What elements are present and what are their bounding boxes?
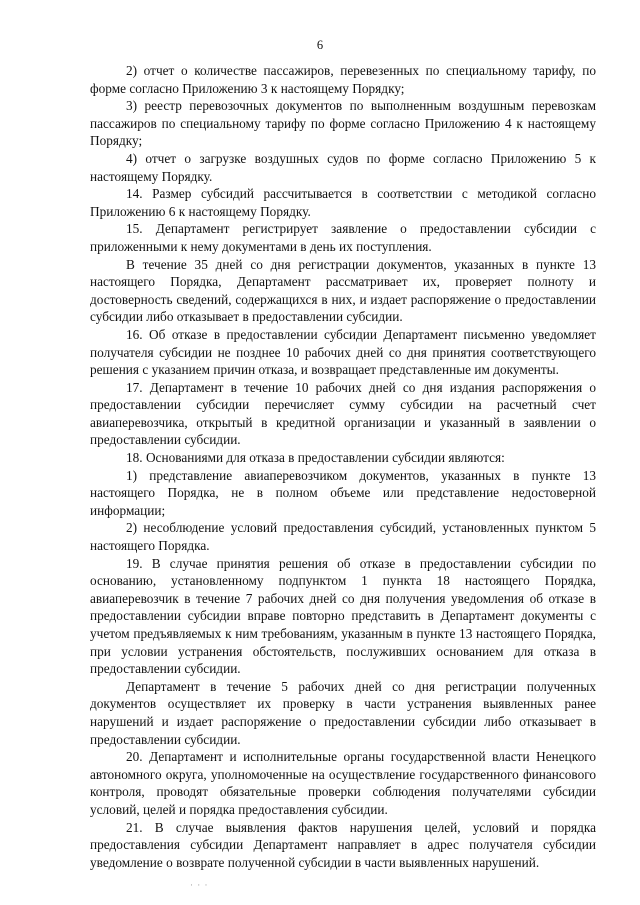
paragraph-clause-18-item-2: 2) несоблюдение условий предоставления субсидий, установленных пунктом 5 настоящего Порядка.: [90, 520, 596, 554]
paragraph-item-2: 2) отчет о количестве пассажиров, перевезенных по специальному тарифу, по форме согласно Приложению 3 к настоящему Порядку;: [90, 63, 596, 96]
paragraph-clause-18-item-1: 1) представление авиаперевозчиком документов, указанных в пункте 13 настоящего Порядка, не в полном объеме или представление недостоверной информации;: [90, 467, 596, 518]
scan-artifact: · · ·: [190, 880, 209, 890]
paragraph-clause-19-review: Департамент в течение 5 рабочих дней со дня регистрации полученных документов осуществляет их проверку в части устранения выявленных ранее нарушений и издает распоряжение о предоставлении субсидии либо отказывает в предоставлении субсидии.: [90, 678, 596, 747]
paragraph-clause-16: 16. Об отказе в предоставлении субсидии Департамент письменно уведомляет получателя субсидии не позднее 10 рабочих дней со дня принятия соответствующего решения с указанием причин отказа, и возвращает представленные им документы.: [90, 326, 596, 378]
paragraph-clause-14: 14. Размер субсидий рассчитывается в соответствии с методикой согласно Приложению 6 к настоящему Порядку.: [90, 186, 596, 219]
paragraph-clause-21: 21. В случае выявления фактов нарушения целей, условий и порядка предоставления субсидии Департамент направляет в адрес получателя субсидии уведомление о возврате полученной субсидии в части выявленных нарушений.: [90, 819, 596, 870]
paragraph-clause-19: 19. В случае принятия решения об отказе в предоставлении субсидии по основанию, установленному подпунктом 1 пункта 18 настоящего Порядка, авиаперевозчик в течение 7 рабочих дней со дня получения уведомления об отказе в предоставлении субсидии вправе повторно представить в Департамент документы с учетом предъявляемых к ним требованиям, указанным в пункте 13 настоящего Порядка, при условии устранения обстоятельств, послуживших основанием для отказа в предоставлении субсидии.: [90, 555, 596, 677]
paragraph-clause-18: 18. Основаниями для отказа в предоставлении субсидии являются:: [126, 450, 505, 466]
paragraph-clause-20: 20. Департамент и исполнительные органы государственной власти Ненецкого автономного округа, уполномоченные на осуществление государственного финансового контроля, проводят обязательные проверки соблюдения получателями субсидии условий, целей и порядка предоставления субсидии.: [90, 749, 596, 817]
document-body: [90, 62, 596, 871]
paragraph-clause-15: 15. Департамент регистрирует заявление о предоставлении субсидии с приложенными к нему документами в день их поступления.: [90, 221, 596, 254]
paragraph-item-4: 4) отчет о загрузке воздушных судов по форме согласно Приложению 5 к настоящему Порядку.: [90, 150, 596, 184]
paragraph-item-3: 3) реестр перевозочных документов по выполненным воздушным перевозкам пассажиров по специальному тарифу по форме согласно Приложению 4 к настоящему Порядку;: [90, 98, 596, 149]
paragraph-clause-17: 17. Департамент в течение 10 рабочих дней со дня издания распоряжения о предоставлении субсидии перечисляет сумму субсидии на расчетный счет авиаперевозчика, открытый в кредитной организации и указанный в заявлении о предоставлении субсидии.: [90, 379, 596, 448]
paragraph-clause-15-review: В течение 35 дней со дня регистрации документов, указанных в пункте 13 настоящего Порядка, Департамент рассматривает их, проверяет полноту и достоверность сведений, содержащихся в них, и издает распоряжение о предоставлении субсидии либо отказывает в предоставлении субсидии.: [90, 256, 596, 325]
page-number: 6: [316, 38, 324, 52]
